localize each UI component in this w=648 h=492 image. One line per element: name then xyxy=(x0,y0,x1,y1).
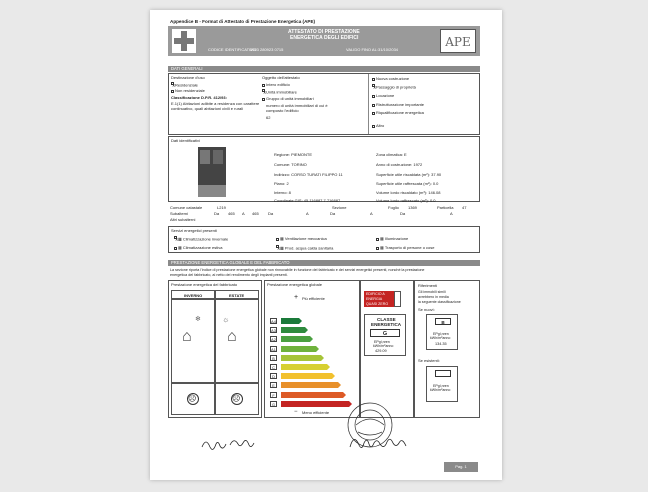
foglio-value: 1369 xyxy=(408,205,417,210)
performance-section-band: PRESTAZIONE ENERGETICA GLOBALE E DEL FABBRICATO xyxy=(168,260,480,266)
classe-card xyxy=(364,314,406,356)
class-label-g: G xyxy=(270,401,277,407)
bulb-icon: ▦ xyxy=(380,236,385,241)
estate-label: ESTATE xyxy=(229,293,245,298)
subalterni-label: Subalterni xyxy=(170,211,189,216)
class-label-f: F xyxy=(270,392,277,398)
classe-label-2: ENERGETICA xyxy=(371,322,402,327)
foglio-label: Foglio xyxy=(388,205,399,210)
checkbox-icon xyxy=(372,112,375,115)
class-label-b: B xyxy=(270,355,277,361)
class-label-c: C xyxy=(270,364,277,370)
inverno-header xyxy=(171,290,215,299)
minus-icon: − xyxy=(294,409,298,415)
numero-label-1: numero di unità immobiliari di cui è xyxy=(266,103,328,108)
rif-3: la seguente classificazione xyxy=(418,300,461,304)
ape-page xyxy=(150,10,502,480)
header-title-1: ATTESTATO DI PRESTAZIONE xyxy=(288,29,360,35)
faucet-icon: ▦ xyxy=(280,245,285,251)
se-esistenti-label: Se esistenti: xyxy=(418,358,440,363)
handwritten-signature-1 xyxy=(202,440,254,449)
class-arrow-c xyxy=(281,364,327,370)
sezione-label: Sezione xyxy=(332,205,347,210)
service-ventilazione: ▦ Ventilazione meccanica xyxy=(276,236,327,241)
se-nuovi-label: Se nuovi: xyxy=(418,307,435,312)
comune-catastale-label: Comune catastale xyxy=(170,205,203,210)
regione: Regione: PIEMONTE xyxy=(274,152,313,157)
oggetto-title: Oggetto dell'attestato xyxy=(262,75,300,80)
epgl-label: EPgl,nren xyxy=(374,340,390,344)
performance-desc-2: energetica del fabbricato, al netto del rendimento degli impianti presenti. xyxy=(170,273,288,277)
class-arrow-b xyxy=(281,355,321,361)
rif-1: Gli immobili simili xyxy=(418,290,446,294)
piu-efficiente: Più efficiente xyxy=(302,296,325,301)
handwritten-signature-2 xyxy=(350,439,406,447)
indirizzo: Indirizzo: CORSO TURATI FILIPPO 11 xyxy=(274,172,343,177)
code-label: CODICE IDENTIFICATIVO: xyxy=(208,47,258,52)
header-banner xyxy=(168,26,480,56)
particella-value: 47 xyxy=(462,205,467,210)
class-label-a2: A2 xyxy=(271,338,276,343)
piano: Piano: 2 xyxy=(274,181,289,186)
classificazione-label: Classificazione D.P.R. 412/93: xyxy=(171,95,227,100)
checkbox-icon xyxy=(262,98,265,101)
class-label-a4: A4 xyxy=(271,320,276,324)
class-arrow-f xyxy=(281,392,343,398)
comune: Comune: TORINO xyxy=(274,162,307,167)
estate-panel xyxy=(215,299,259,383)
checkbox-icon xyxy=(174,247,177,250)
numero-value: 62 xyxy=(266,115,271,120)
epgl-value: 429.09 xyxy=(375,349,387,353)
numero-label-2: composto l'edificio xyxy=(266,108,299,113)
unita-option: ✕Unità immobiliare xyxy=(263,89,297,95)
da-1: Da xyxy=(214,211,220,216)
class-label-a1: A1 xyxy=(271,347,276,352)
globale-title: Prestazione energetica globale xyxy=(267,282,322,287)
checkbox-icon xyxy=(171,90,174,93)
intero-option: Intero edificio xyxy=(262,82,290,87)
checkbox-icon xyxy=(262,84,265,87)
interno: Interno: 8 xyxy=(274,190,291,195)
nzeb-line-2: ENERGIA xyxy=(366,297,383,301)
a-1: A xyxy=(242,211,245,216)
superficie-raffrescata: Superficie utile raffrescata (m²): 0.0 xyxy=(376,181,439,186)
nzeb-line-3: QUASI ZERO xyxy=(366,302,389,306)
validity-value: 31/10/2034 xyxy=(378,47,399,52)
radiator-icon: ▦ xyxy=(178,236,183,242)
epgl-unit: kWh/m²anno xyxy=(373,344,394,348)
nzeb-checkbox xyxy=(394,291,401,307)
class-arrow-g xyxy=(281,401,349,407)
general-section-band: DATI GENERALI xyxy=(168,66,480,72)
service-clim-est: ▦ Climatizzazione estiva xyxy=(174,245,222,250)
class-label-e: E xyxy=(270,382,277,388)
da-4: Da xyxy=(400,211,406,216)
reason-nuova: Nuova costruzione xyxy=(372,76,409,81)
reason-locazione: Locazione xyxy=(372,93,394,98)
class-arrow-a1 xyxy=(281,346,316,352)
nuovi-card xyxy=(426,314,458,350)
fabbricato-title: Prestazione energetica del fabbricato xyxy=(171,282,238,287)
comune-catastale-value: L219 xyxy=(217,205,226,210)
classe-value: G xyxy=(370,329,400,337)
class-label-a3: A3 xyxy=(271,329,276,334)
class-arrow-a3 xyxy=(281,327,305,333)
da-2: Da xyxy=(268,211,274,216)
checkbox-checked-icon: ✕ xyxy=(172,83,176,88)
class-arrow-a4 xyxy=(281,318,299,324)
fan-icon: ▦ xyxy=(280,236,285,241)
inverno-label: INVERNO xyxy=(184,293,203,298)
a-1-value: 465 xyxy=(252,211,259,216)
building-photo xyxy=(198,147,226,197)
snowflake-icon: ❄ xyxy=(195,316,201,323)
class-arrow-d xyxy=(281,373,332,379)
rif-2: avrebbero in media xyxy=(418,295,449,299)
class-label-d: D xyxy=(270,373,277,379)
class-desc-2: continuativo, quali abitazioni civili e rurali xyxy=(171,106,244,111)
checkbox-checked-icon: ✕ xyxy=(277,246,281,251)
checkbox-icon xyxy=(372,78,375,81)
elevator-icon: ▦ xyxy=(380,245,385,250)
reason-passaggio: ✕Passaggio di proprietà xyxy=(373,84,416,90)
volume-raffrescato: Volume lordo raffrescato (m³): 0.0 xyxy=(376,198,436,203)
non-residenziale-option: Non residenziale xyxy=(171,88,205,93)
checkbox-checked-icon: ✕ xyxy=(175,237,179,242)
class-desc-1: E.1(1) Abitazioni adibite a residenza con carattere xyxy=(171,101,260,106)
da-3: Da xyxy=(330,211,336,216)
checkbox-checked-icon: ✕ xyxy=(263,90,267,95)
a-3: A xyxy=(370,211,373,216)
gruppo-option: Gruppo di unità immobiliari xyxy=(262,96,314,101)
estate-header xyxy=(215,290,259,299)
service-clim-inv: ✕▦ Climatizzazione invernale xyxy=(175,236,229,242)
altri-subalterni: Altri subalterni xyxy=(170,217,196,222)
superficie-riscaldata: Superficie utile riscaldata (m²): 37.90 xyxy=(376,172,442,177)
checkbox-checked-icon: ✕ xyxy=(373,85,377,90)
volume-riscaldato: Volume lordo riscaldato (m³): 146.08 xyxy=(376,190,441,195)
destinazione-title: Destinazione d'uso xyxy=(171,75,205,80)
page-number: Pag. 1 xyxy=(444,462,478,472)
classe-label-1: CLASSE xyxy=(377,317,396,322)
sad-face-summer-icon: ☹ xyxy=(232,394,241,403)
inverno-panel xyxy=(171,299,215,383)
esistenti-class xyxy=(435,370,451,377)
class-arrow-e xyxy=(281,382,338,388)
esistenti-epgl-label: EPgl,nren xyxy=(433,384,449,388)
checkbox-icon xyxy=(276,238,279,241)
meno-efficiente: Meno efficiente xyxy=(302,410,330,415)
house-winter-icon: ⌂ xyxy=(182,328,192,345)
zona-climatica: Zona climatica: E xyxy=(376,152,407,157)
sun-icon: ☼ xyxy=(222,315,230,324)
header-title-2: ENERGETICA DEGLI EDIFICI xyxy=(290,35,359,41)
nuovi-epgl-value: 134.35 xyxy=(435,342,447,346)
anno-costruzione: Anno di costruzione: 1972 xyxy=(376,162,423,167)
nzeb-badge xyxy=(364,291,394,307)
checkbox-icon xyxy=(372,104,375,107)
code-value: 2023 280923 0715 xyxy=(250,47,284,52)
checkbox-icon xyxy=(376,238,379,241)
da-1-value: 465 xyxy=(228,211,235,216)
official-stamp xyxy=(348,403,392,447)
service-illuminazione: ▦ Illuminazione xyxy=(376,236,408,241)
particella-label: Particella xyxy=(437,205,454,210)
service-trasporto: ▦ Trasporto di persone o cose xyxy=(376,245,434,250)
italian-emblem-icon xyxy=(172,29,196,53)
nuovi-class: B xyxy=(435,318,451,325)
performance-desc-1: La sezione riporta l'indice di prestazione energetica globale non rinnovabile in funzione del fabbricato e dei servizi energetici presenti, nonché la prestazione xyxy=(170,268,425,272)
residenziale-option: ✕Residenziale xyxy=(172,82,198,88)
services-title: Servizi energetici presenti xyxy=(171,228,217,233)
house-summer-icon: ⌂ xyxy=(227,328,237,345)
class-arrow-a2 xyxy=(281,336,310,342)
nuovi-epgl-unit: kWh/m²anno xyxy=(430,336,451,340)
nzeb-line-1: EDIFICIO A xyxy=(366,292,385,296)
ape-logo: APE xyxy=(440,29,476,53)
reason-altro: Altro xyxy=(372,123,384,128)
sad-face-winter-icon: ☹ xyxy=(188,394,197,403)
checkbox-icon xyxy=(376,247,379,250)
snowflake-icon: ▦ xyxy=(178,245,183,250)
identification-title: Dati identificativi xyxy=(171,138,200,143)
coordinate: Coordinate GIS: 45.116887 7.716887 xyxy=(274,198,341,203)
reason-riqualificazione: Riqualificazione energetica xyxy=(372,110,424,115)
esistenti-epgl-unit: kWh/m²anno xyxy=(430,388,451,392)
riferimenti-title: Riferimenti xyxy=(418,283,438,288)
reason-ristrutturazione: Ristrutturazione importante xyxy=(372,102,424,107)
checkbox-icon xyxy=(372,125,375,128)
a-4: A xyxy=(450,211,453,216)
nuovi-epgl-label: EPgl,nren xyxy=(433,332,449,336)
checkbox-icon xyxy=(372,95,375,98)
service-acs: ✕▦ Prod. acqua calda sanitaria xyxy=(277,245,334,251)
appendix-title: Appendice B - Format di Attestato di Prestazione Energetica (APE) xyxy=(170,19,316,24)
plus-icon: + xyxy=(294,294,299,301)
validity-label: VALIDO FINO AL: xyxy=(346,47,378,52)
a-2: A xyxy=(306,211,309,216)
